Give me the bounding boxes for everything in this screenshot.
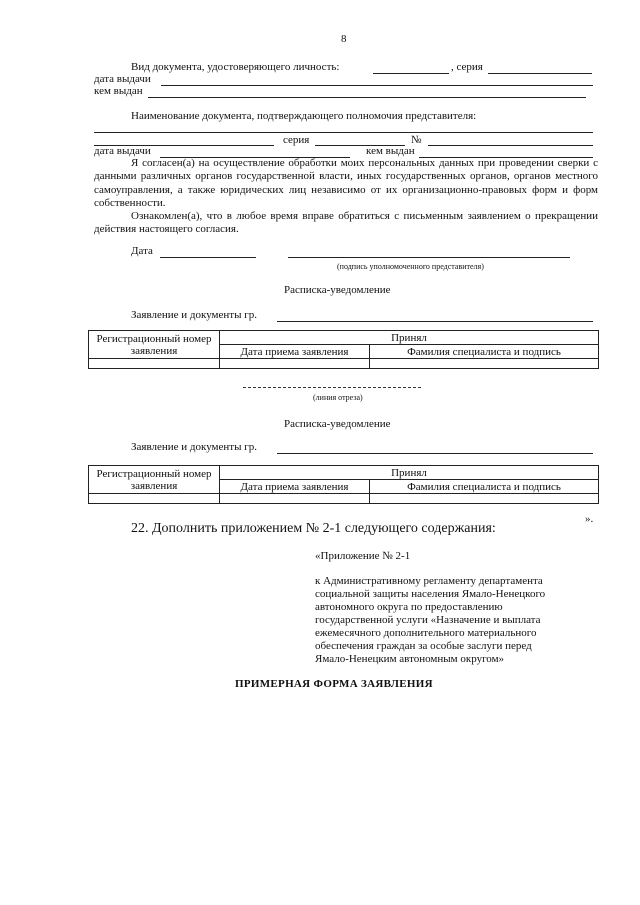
table-cell[interactable] [220,494,370,504]
date-label: Дата [131,245,153,257]
table-cell[interactable] [89,359,220,369]
id-doc-issue-date-label: дата выдачи [94,73,151,85]
receipt-docs-label-1: Заявление и документы гр. [131,309,257,321]
appendix-line-5: ежемесячного дополнительного материального [315,627,537,639]
consent-paragraph [94,157,598,211]
rep-doc-series-label: серия [283,134,310,146]
item-22: 22. Дополнить приложением № 2-1 следующего содержания: [131,521,496,536]
rep-doc-number-field[interactable] [428,145,593,146]
table-cell[interactable] [370,494,599,504]
id-doc-issued-by-label: кем выдан [94,85,143,97]
table-cell[interactable] [220,359,370,369]
rep-doc-number-label: № [411,134,422,146]
consent-text: Я согласен(а) на осуществление обработки моих персональных данных при проведении сверки с данными различных органов государственной власти, иных государственных органов, органов местного самоуправления, а также юридических лиц независимо от их организационно-правовых форм и форм собственности. [94,157,598,210]
page-number: 8 [341,33,347,45]
appendix-line-2: социальной защиты населения Ямало-Ненецкого [315,588,546,600]
receipt-table-2 [88,465,599,504]
form-title: ПРИМЕРНАЯ ФОРМА ЗАЯВЛЕНИЯ [235,678,433,690]
rep-doc-label: Наименование документа, подтверждающего полномочия представителя: [131,110,477,122]
receipt-table-1 [88,330,599,369]
receipt-title-2: Расписка-уведомление [284,418,391,430]
id-doc-issued-by-field[interactable] [148,97,586,98]
col-accepted: Принял [220,466,599,480]
col-name: Фамилия специалиста и подпись [370,480,599,494]
closing-quote: ». [585,513,594,525]
col-date: Дата приема заявления [220,345,370,359]
appendix-line-3: автономного округа по предоставлению [315,601,503,613]
cut-line [243,387,421,388]
rep-doc-issued-by-label: кем выдан [366,145,415,157]
date-field[interactable] [160,257,256,258]
appendix-line-4: государственной услуги «Назначение и выплата [315,614,541,626]
acknowledged-paragraph [94,210,598,237]
id-doc-series-field[interactable] [488,73,592,74]
col-date: Дата приема заявления [220,480,370,494]
receipt-title-1: Расписка-уведомление [284,284,391,296]
col-accepted: Принял [220,331,599,345]
id-doc-type-label: Вид документа, удостоверяющего личность: [131,61,340,73]
cut-line-caption: (линия отреза) [313,393,363,402]
receipt-docs-label-2: Заявление и документы гр. [131,441,257,453]
signature-caption: (подпись уполномоченного представителя) [337,262,484,271]
rep-doc-issue-date-label: дата выдачи [94,145,151,157]
appendix-line-7: Ямало-Ненецким автономным округом» [315,653,505,665]
receipt-docs-field-1[interactable] [277,321,593,322]
col-reg-number: Регистрационный номер заявления [89,331,220,359]
receipt-docs-field-2[interactable] [277,453,593,454]
table-cell[interactable] [89,494,220,504]
rep-doc-name-field[interactable] [94,132,593,133]
id-doc-type-field[interactable] [373,73,449,74]
id-doc-issue-date-field[interactable] [161,85,593,86]
col-name: Фамилия специалиста и подпись [370,345,599,359]
acknowledged-text: Ознакомлен(а), что в любое время вправе обратиться с письменным заявлением о прекращении действия настоящего согласия. [94,210,598,236]
appendix-line-1: к Административному регламенту департамента [315,575,543,587]
signature-field[interactable] [288,257,570,258]
col-reg-number: Регистрационный номер заявления [89,466,220,494]
id-doc-series-label: , серия [451,61,483,73]
appendix-line-6: обеспечения граждан за особые заслуги перед [315,640,532,652]
table-cell[interactable] [370,359,599,369]
appendix-title: «Приложение № 2-1 [315,550,411,562]
